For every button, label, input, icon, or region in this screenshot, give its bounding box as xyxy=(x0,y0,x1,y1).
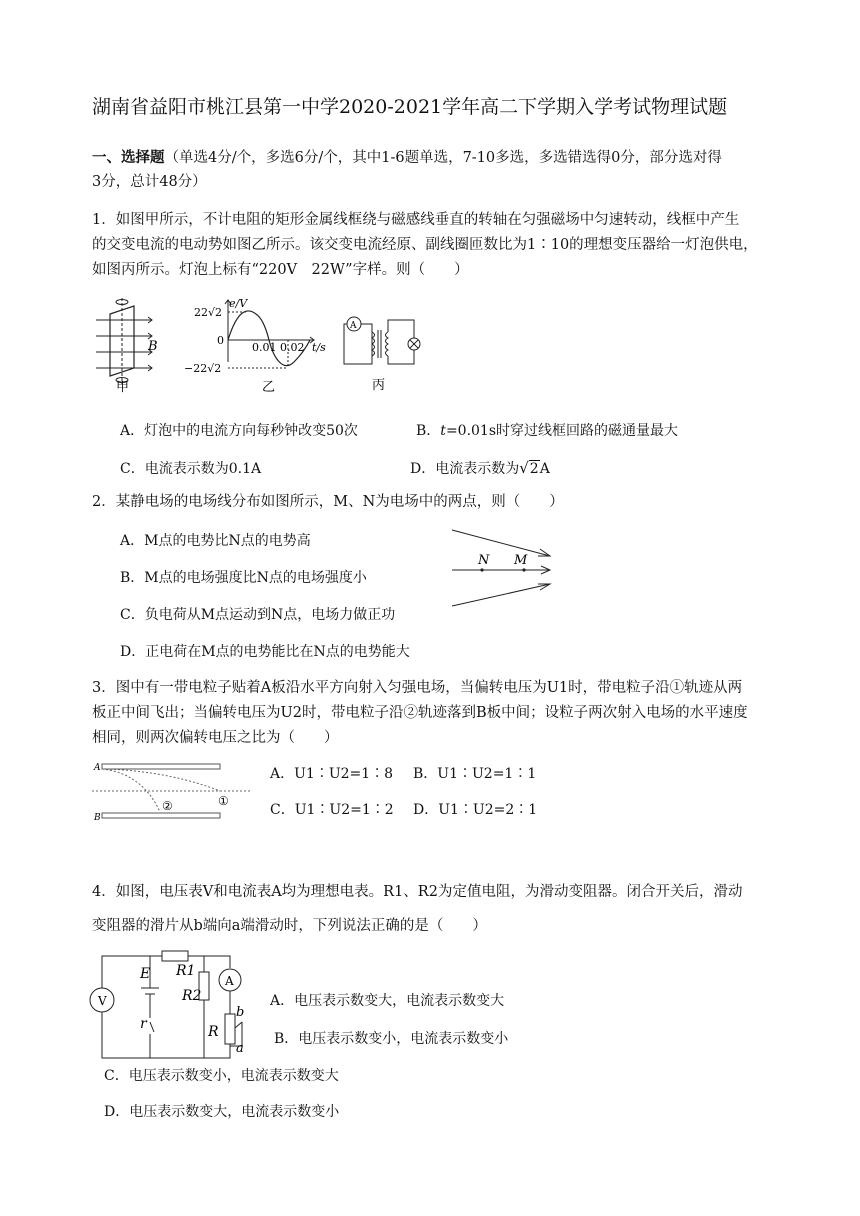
q4-fig-ammeter: A xyxy=(225,974,234,988)
q3-stem-line1: 3．图中有一带电粒子贴着A板沿水平方向射入匀强电场，当偏转电压为U1时，带电粒子沿①轨迹从两 xyxy=(92,680,743,696)
q1-fig-jia-caption: 甲 xyxy=(116,380,130,395)
q1-fig-neg-peak: −22√2 xyxy=(184,362,222,375)
q4-fig-b: b xyxy=(236,1005,245,1020)
q4-fig-R2: R2 xyxy=(182,988,202,1004)
q2-fig-M: M xyxy=(514,553,528,568)
q1-stem-line3: 如图丙所示。灯泡上标有“220V 22W”字样。则（ ） xyxy=(92,262,469,278)
section-note-1: （单选4分/个，多选6分/个，其中1-6题单选，7-10多选，多选错选得0分，部分选对得 xyxy=(164,150,722,166)
q1-fig-ts-label: t/s xyxy=(312,341,326,354)
q3-fig-track-1: ① xyxy=(218,794,229,808)
q4-stem-line2: 变阻器的滑片从b端向a端滑动时，下列说法正确的是（ ） xyxy=(92,918,487,934)
q2-option-a: A．M点的电势比N点的电势高 xyxy=(120,533,311,549)
q3-stem-line3: 相同，则两次偏转电压之比为（ ） xyxy=(92,730,339,746)
q2-fig-N: N xyxy=(478,553,490,568)
q4-option-c: C．电压表示数变小，电流表示数变大 xyxy=(104,1068,339,1084)
q4-option-b: B．电压表示数变小，电流表示数变小 xyxy=(274,1031,509,1047)
q1-fig-zero: 0 xyxy=(217,334,224,347)
q4-fig-R1: R1 xyxy=(176,963,196,979)
q1-fig-ey-label: e/V xyxy=(229,297,248,310)
q1-fig-yi xyxy=(225,300,314,368)
q1-fig-bing-caption: 丙 xyxy=(372,378,386,393)
q1-fig-t1: 0.01 xyxy=(252,341,277,354)
q3-option-c: C．U1∶U2=1∶2 xyxy=(270,802,394,818)
q1-option-c: C．电流表示数为0.1A xyxy=(120,461,262,477)
q3-fig-track-2: ② xyxy=(162,799,173,813)
q1-option-b: B．t=0.01s时穿过线框回路的磁通量最大 xyxy=(416,423,679,439)
q1-figure xyxy=(88,292,428,396)
q2-option-b: B．M点的电场强度比N点的电场强度小 xyxy=(120,570,367,586)
q1-fig-B-label: B xyxy=(148,339,158,354)
q4-stem-line1: 4．如图，电压表V和电流表A均为理想电表。R1、R2为定值电阻，为滑动变阻器。闭合开关后，滑动 xyxy=(92,884,743,900)
q3-option-b: B．U1∶U2=1∶1 xyxy=(413,766,537,782)
section-note-2: 3分，总计48分） xyxy=(92,174,207,190)
q4-option-d: D．电压表示数变大，电流表示数变小 xyxy=(104,1104,340,1120)
q3-option-d: D．U1∶U2=2∶1 xyxy=(413,802,538,818)
q4-fig-voltmeter: V xyxy=(98,994,107,1008)
q4-fig-R: R xyxy=(208,1024,219,1040)
q1-fig-ammeter-label: A xyxy=(350,321,357,331)
q4-option-a: A．电压表示数变大，电流表示数变大 xyxy=(270,993,505,1009)
q1-option-a: A．灯泡中的电流方向每秒钟改变50次 xyxy=(120,423,358,439)
q1-option-d: D．电流表示数为√2A xyxy=(410,459,550,477)
q2-option-d: D．正电荷在M点的电势能比在N点的电势能大 xyxy=(120,644,410,660)
q2-field-figure xyxy=(448,526,558,610)
page-title: 湖南省益阳市桃江县第一中学2020-2021学年高二下学期入学考试物理试题 xyxy=(92,96,728,118)
q1-stem-line2: 的交变电流的电动势如图乙所示。该交变电流经原、副线圈匝数比为1∶10的理想变压器给一灯泡供电， xyxy=(92,237,758,253)
section-heading: 一、选择题 xyxy=(92,149,165,166)
q3-fig-plate-B: B xyxy=(94,813,101,823)
q1-stem-line1: 1．如图甲所示，不计电阻的矩形金属线框绕与磁感线垂直的转轴在匀强磁场中匀速转动，线框中产生 xyxy=(92,212,740,228)
q4-circuit-figure xyxy=(88,948,258,1064)
q4-fig-r: r xyxy=(140,1016,147,1032)
section-heading-line xyxy=(92,146,722,170)
q1-fig-yi-caption: 乙 xyxy=(262,380,276,395)
q1-fig-jia xyxy=(96,298,152,384)
q4-fig-a: a xyxy=(236,1041,244,1056)
q3-stem-line2: 板正中间飞出；当偏转电压为U2时，带电粒子沿②轨迹落到B板中间；设粒子两次射入电场的水平速度 xyxy=(92,705,748,721)
q3-option-a: A．U1∶U2=1∶8 xyxy=(270,766,394,782)
q2-stem: 2．某静电场的电场线分布如图所示，M、N为电场中的两点，则（ ） xyxy=(92,494,564,510)
q4-fig-E: E xyxy=(140,966,151,982)
q1-fig-t2: 0.02 xyxy=(280,341,305,354)
q3-fig-plate-A: A xyxy=(94,763,101,773)
q3-plates-figure xyxy=(92,760,250,824)
q2-option-c: C．负电荷从M点运动到N点，电场力做正功 xyxy=(120,607,396,623)
q1-fig-peak: 22√2 xyxy=(194,306,223,319)
